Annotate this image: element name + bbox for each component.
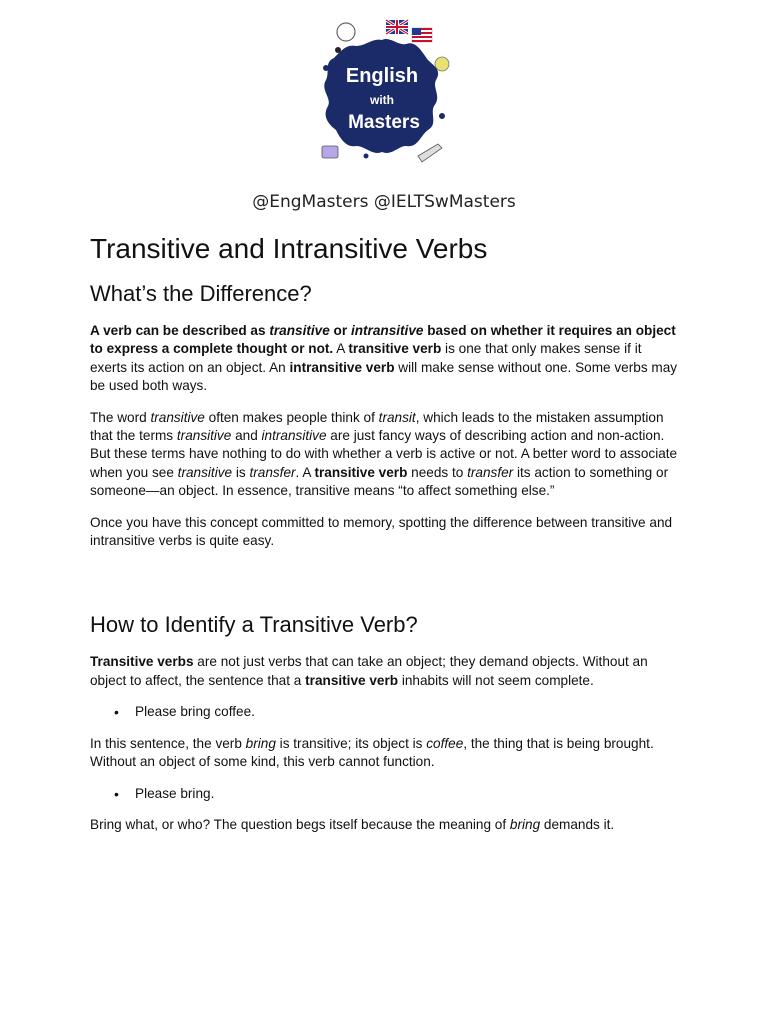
text-span: intransitive — [350, 323, 424, 338]
text-span: and — [231, 428, 262, 444]
text-span: bring — [245, 735, 276, 751]
paragraph-bring-explanation — [90, 735, 680, 772]
text-span: are just fancy ways of describing action and non-action. But these terms have nothing to do with whether a verb is active or not. A better word to associate when you see — [90, 428, 678, 480]
logo-text-english: English — [345, 65, 419, 87]
text-span: , the thing that is being brought. Without an object of some kind, this verb cannot function. — [90, 735, 654, 770]
paragraph-demand-objects — [90, 653, 680, 690]
paragraph-bring-what — [90, 816, 680, 834]
text-span: transitive — [269, 323, 330, 338]
doodle-face-icon — [435, 57, 449, 71]
text-span: based on whether it requires an object to express a complete thought or not. — [90, 323, 676, 357]
text-span: transitive — [176, 428, 232, 444]
logo-text-masters: Masters — [348, 112, 420, 133]
text-span: transitive verb — [314, 464, 408, 480]
section-heading-difference: What’s the Difference? — [90, 281, 312, 306]
text-span: A — [333, 341, 349, 357]
text-span: coffee — [426, 735, 464, 751]
text-span: demands it. — [540, 816, 615, 832]
social-handles: @EngMasters @IELTSwMasters — [252, 192, 516, 212]
doodle-cloud-icon — [337, 23, 355, 41]
list-item: • Please bring coffee. — [135, 703, 680, 721]
text-span: are not just verbs that can take an object; they demand objects. Without an object to affect, the sentence that a — [90, 654, 648, 688]
text-span: . A — [295, 464, 315, 480]
text-span: transitive verb — [305, 672, 399, 688]
text-span: will make sense without one. Some verbs may be used both ways. — [90, 359, 678, 394]
text-span: transfer — [467, 464, 514, 480]
section-heading-identify: How to Identify a Transitive Verb? — [90, 612, 418, 638]
paragraph-definition — [90, 322, 680, 396]
text-span: intransitive — [261, 428, 327, 444]
page-title: Transitive and Intransitive Verbs — [90, 233, 488, 264]
list-item: • Please bring. — [135, 785, 680, 803]
text-span: The word — [90, 409, 151, 425]
text-span: transitive — [150, 409, 205, 425]
text-span: bring — [509, 816, 541, 832]
doodle-book-icon — [322, 146, 338, 158]
text-span: its action to something or someone—an object. In essence, transitive means “to affect something else.” — [90, 464, 669, 499]
document-content — [90, 232, 680, 847]
uk-flag-icon — [386, 20, 408, 34]
text-span: often makes people think of — [204, 409, 379, 425]
text-span: transitive verb — [348, 341, 442, 357]
text-span: inhabits will not seem complete. — [398, 672, 594, 688]
text-span: needs to — [407, 464, 468, 480]
text-span: or — [329, 323, 351, 338]
text-span: is — [232, 464, 250, 480]
section-spacer — [90, 563, 680, 611]
text-span: Transitive verbs — [90, 654, 194, 670]
text-span: , which leads to the mistaken assumption that the terms — [90, 409, 664, 444]
text-span: is one that only makes sense if it exerts its action on an object. An — [90, 341, 642, 375]
text-span: is transitive; its object is — [275, 735, 427, 751]
text-span: intransitive verb — [289, 359, 395, 375]
logo-text-with: with — [370, 93, 394, 107]
text-span: transfer — [249, 464, 296, 480]
text-span: In this sentence, the verb — [90, 735, 246, 751]
paragraph-memory: Once you have this concept committed to memory, spotting the difference between transitive and intransitive verbs is quite easy. — [90, 514, 673, 549]
example-list-2 — [90, 785, 680, 803]
paragraph-transfer — [90, 409, 680, 501]
example-list-1 — [90, 703, 680, 721]
text-span: transit — [378, 409, 416, 425]
doodle-pen-paper-icon — [418, 144, 442, 162]
text-span: transitive — [177, 464, 233, 480]
text-span: A verb can be described as — [90, 323, 270, 338]
text-span: Bring what, or who? The question begs itself because the meaning of — [90, 816, 510, 832]
english-with-masters-logo — [306, 16, 458, 170]
us-flag-icon — [412, 28, 432, 42]
logo-graphic — [306, 16, 458, 170]
